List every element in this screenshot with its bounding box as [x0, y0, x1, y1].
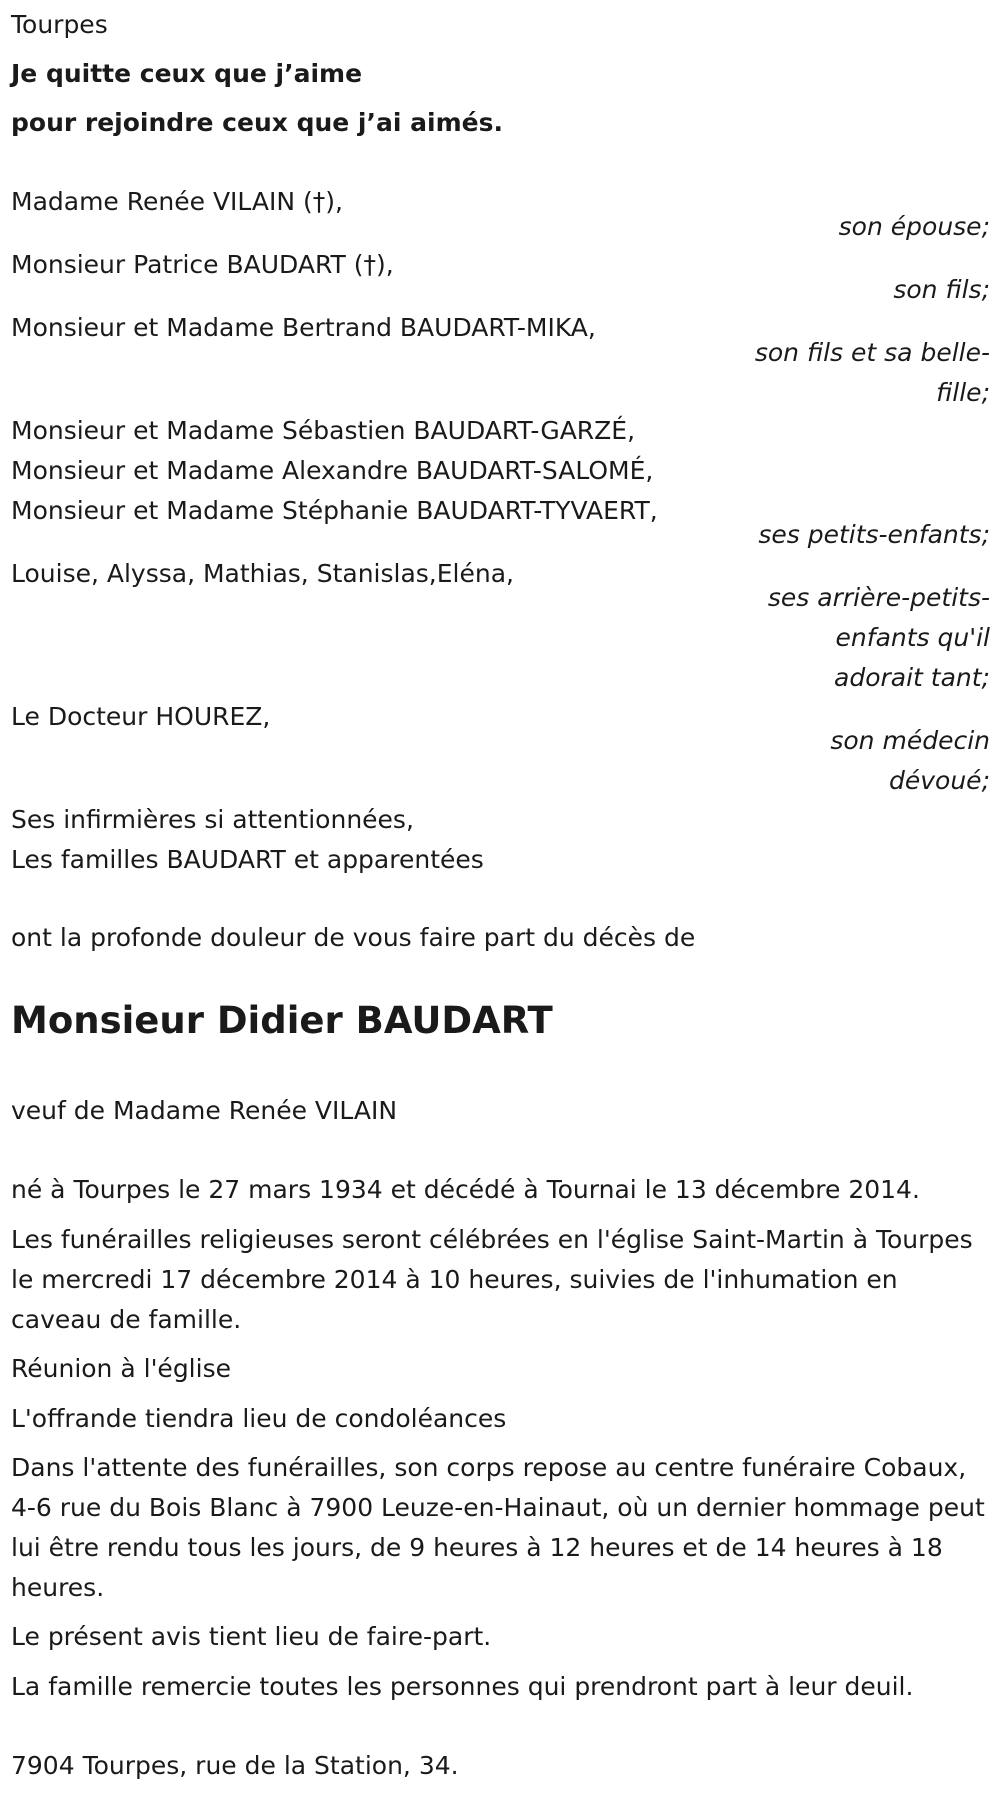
- family-relation-son-2: son fils et sa belle-fille;: [754, 338, 990, 407]
- notice-paragraph: Le présent avis tient lieu de faire-part.: [11, 1622, 492, 1651]
- family-name-grandchild-2: Monsieur et Madame Alexandre BAUDART-SALOMÉ,: [11, 456, 654, 485]
- thanks-paragraph: La famille remercie toutes les personnes qui prendront part à leur deuil.: [11, 1672, 914, 1701]
- quote-line-2: pour rejoindre ceux que j’ai aimés.: [11, 108, 503, 137]
- family-relation-grandchildren: ses petits-enfants;: [758, 520, 990, 549]
- quote-line-1: Je quitte ceux que j’aime: [11, 59, 363, 88]
- widower-text: veuf de Madame Renée VILAIN: [11, 1096, 398, 1125]
- family-name-great-grandchildren: Louise, Alyssa, Mathias, Stanislas,Eléna,: [11, 559, 514, 588]
- announcement-text: ont la profonde douleur de vous faire part du décès de: [11, 923, 696, 952]
- family-relation-son-1: son fils;: [893, 275, 990, 304]
- family-name-spouse: Madame Renée VILAIN (†),: [11, 187, 343, 216]
- place-heading: Tourpes: [11, 10, 108, 39]
- others-line-2: Les familles BAUDART et apparentées: [11, 845, 484, 874]
- family-name-grandchild-3: Monsieur et Madame Stéphanie BAUDART-TYVAERT,: [11, 496, 658, 525]
- family-relation-doctor: son médecin dévoué;: [830, 726, 990, 795]
- birth-death-paragraph: né à Tourpes le 27 mars 1934 et décédé à Tournai le 13 décembre 2014.: [11, 1175, 920, 1204]
- family-name-son-2: Monsieur et Madame Bertrand BAUDART-MIKA,: [11, 313, 596, 342]
- others-line-1: Ses infirmières si attentionnées,: [11, 805, 414, 834]
- offering-paragraph: L'offrande tiendra lieu de condoléances: [11, 1404, 507, 1433]
- family-name-doctor: Le Docteur HOUREZ,: [11, 702, 271, 731]
- funeral-paragraph: Les funérailles religieuses seront célébrées en l'église Saint-Martin à Tourpes le mercredi 17 décembre 2014 à 10 heures, suivies de l'inhumation en caveau de famille.: [11, 1225, 973, 1334]
- deceased-name: Monsieur Didier BAUDART: [11, 999, 553, 1042]
- family-name-grandchild-1: Monsieur et Madame Sébastien BAUDART-GARZÉ,: [11, 416, 636, 445]
- meeting-paragraph: Réunion à l'église: [11, 1354, 231, 1383]
- family-relation-spouse: son épouse;: [838, 212, 990, 241]
- address-line: 7904 Tourpes, rue de la Station, 34.: [11, 1751, 459, 1780]
- funeral-home-paragraph: Dans l'attente des funérailles, son corps repose au centre funéraire Cobaux, 4-6 rue du Bois Blanc à 7900 Leuze-en-Hainaut, où un dernier hommage peut lui être rendu tous les jours, de 9 heures à 12 heures et de 14 heures à 18 heures.: [11, 1453, 985, 1602]
- family-relation-great-grandchildren: ses arrière-petits-enfants qu'il adorait tant;: [767, 583, 990, 692]
- family-name-son-1: Monsieur Patrice BAUDART (†),: [11, 250, 394, 279]
